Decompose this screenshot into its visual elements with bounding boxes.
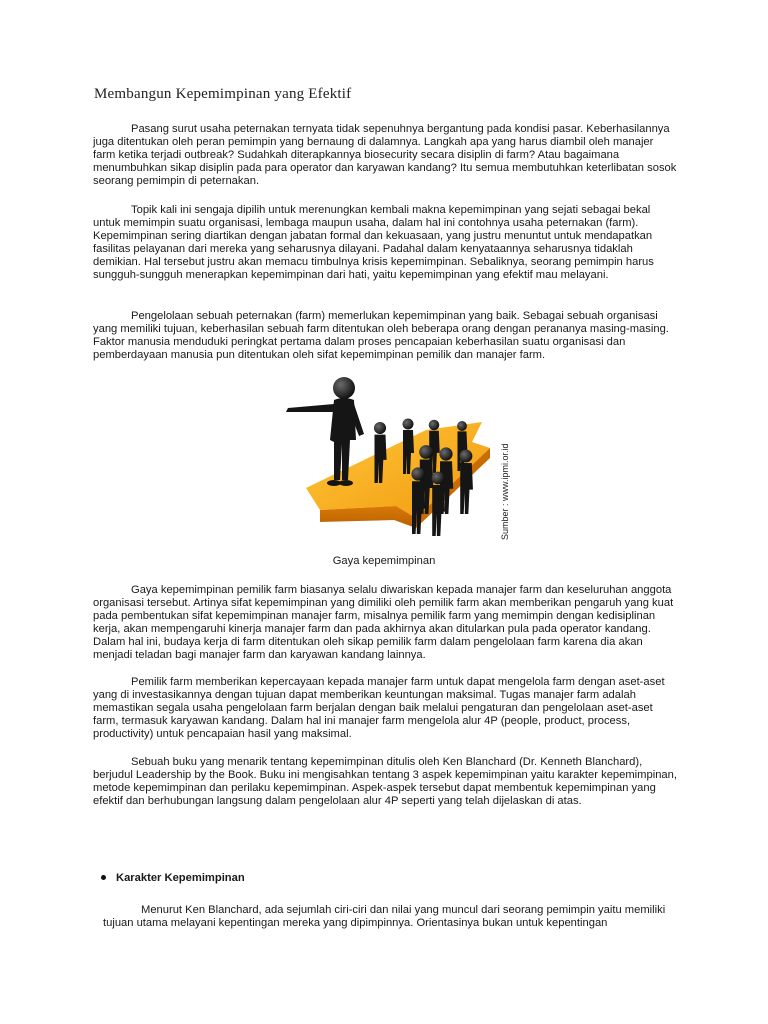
paragraph-5: Pemilik farm memberikan kepercayaan kepada manajer farm untuk dapat mengelola farm dengan aset-aset yang di investasikannya dengan tujuan dapat memberikan keuntungan maksimal. Tugas manajer farm adalah memastikan segala usaha pengelolaan farm berjalan dengan baik melalui pengaturan dan pengelolaan aset-aset farm, termasuk karyawan kandang. Dalam hal ini manajer farm mengelola alur 4P (people, product, process, productivity) untuk pencapaian hasil yang maksimal.	[93, 676, 665, 740]
bullet-item	[101, 872, 245, 884]
paragraph-2: Topik kali ini sengaja dipilih untuk merenungkan kembali makna kepemimpinan yang sejati sebagai bekal untuk memimpin suatu organisasi, lembaga maupun usaha, dalam hal ini contohnya usaha peternakan (farm). Kepemimpinan sering diartikan dengan jabatan formal dan kekuasaan, yang justru menuntut untuk mendapatkan fasilitas pelayanan dari mereka yang seharusnya dilayani. Padahal dalam kenyataannya seharusnya tidaklah demikian. Hal tersebut justru akan memacu timbulnya krisis kepemimpinan. Sebaliknya, seorang pemimpin harus sungguh-sungguh menerapkan kepemimpinan dari hati, yaitu kepemimpinan yang efektif mau melayani.	[93, 204, 654, 281]
bullet-label: Karakter Kepemimpinan	[116, 872, 245, 884]
paragraph-7: Menurut Ken Blanchard, ada sejumlah ciri-ciri dan nilai yang muncul dari seorang pemimpin yaitu memiliki tujuan utama melayani kepentingan mereka yang dipimpinnya. Orientasinya bukan untuk kepentingan	[103, 904, 666, 929]
bullet-dot-icon	[101, 875, 106, 880]
leadership-figure	[276, 370, 516, 545]
document-title: Membangun Kepemimpinan yang Efektif	[94, 86, 352, 102]
figure-source-text: Sumber : www.ipmi.or.id	[500, 443, 510, 540]
paragraph-1: Pasang surut usaha peternakan ternyata tidak sepenuhnya bergantung pada kondisi pasar. Keberhasilannya juga ditentukan oleh peran pemimpin yang bernaung di dalamnya. Langkah apa yang harus diambil oleh manajer farm ketika terjadi outbreak? Sudahkah diterapkannya biosecurity secara disiplin di farm? Atau bagaimana menumbuhkan sikap disiplin pada para operator dan karyawan kandang? Itu semua membutuhkan keterlibatan sosok seorang pemimpin di peternakan.	[93, 123, 677, 187]
paragraph-4: Gaya kepemimpinan pemilik farm biasanya selalu diwariskan kepada manajer farm dan keseluruhan anggota organisasi tersebut. Artinya sifat kepemimpinan yang dimiliki oleh pemilik farm akan memberikan pengaruh yang kuat pada pembentukan sifat kepemimpinan manajer farm, misalnya pemilik farm yang memimpin dengan kedisiplinan kerja, akan mempengaruhi kinerja manajer farm dan pada akhirnya akan ditularkan pula pada operator kandang. Dalam hal ini, budaya kerja di farm ditentukan oleh sikap pemilik farm dalam pengelolaan farm karena dia akan menjadi teladan bagi manajer farm dan karyawan kandang lainnya.	[93, 584, 674, 661]
leader-followers-illustration	[276, 370, 516, 545]
paragraph-3: Pengelolaan sebuah peternakan (farm) memerlukan kepemimpinan yang baik. Sebagai sebuah organisasi yang memiliki tujuan, keberhasilan sebuah farm ditentukan oleh beberapa orang dengan perananya masing-masing. Faktor manusia menduduki peringkat pertama dalam proses pencapaian keberhasilan suatu organisasi dan pemberdayaan manusia pun ditentukan oleh sifat kepemimpinan pemilik dan manajer farm.	[93, 310, 669, 361]
paragraph-6: Sebuah buku yang menarik tentang kepemimpinan ditulis oleh Ken Blanchard (Dr. Kenneth Blanchard), berjudul Leadership by the Book. Buku ini mengisahkan tentang 3 aspek kepemimpinan yaitu karakter kepemimpinan, metode kepemimpinan dan perilaku kepemimpinan. Aspek-aspek tersebut dapat membentuk kepemimpinan yang efektif dan berhubungan langsung dalam pengelolaan alur 4P seperti yang telah dijelaskan di atas.	[93, 756, 677, 807]
figure-caption: Gaya kepemimpinan	[332, 555, 436, 567]
